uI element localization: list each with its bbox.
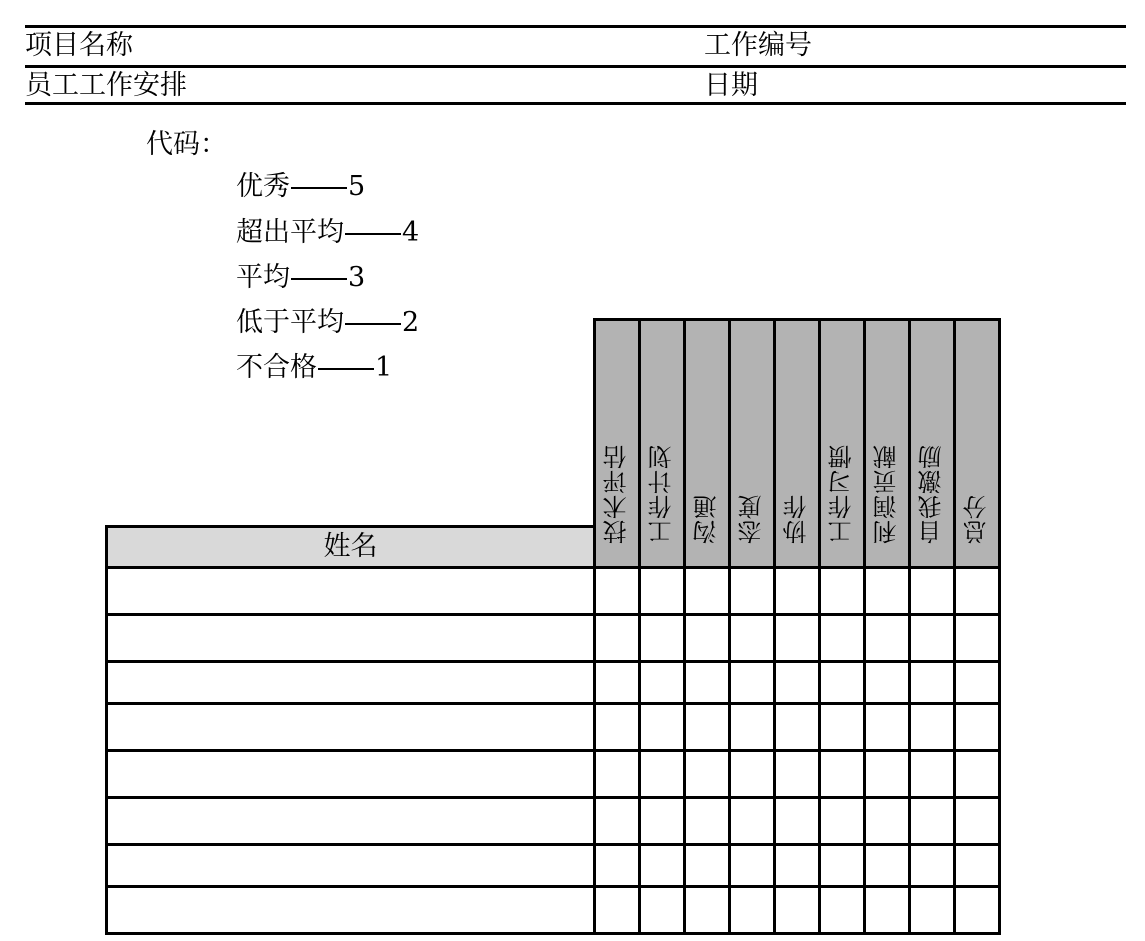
criteria-header-row: [107, 320, 1000, 527]
score-cell[interactable]: [595, 615, 640, 662]
header-middle-rule: [25, 65, 1126, 68]
code-value: 4: [402, 217, 420, 248]
table-row: [107, 704, 1000, 751]
score-cell[interactable]: [775, 798, 820, 845]
score-cell[interactable]: [595, 662, 640, 704]
score-cell[interactable]: [910, 615, 955, 662]
total-cell[interactable]: [955, 887, 1000, 934]
name-cell[interactable]: [107, 798, 595, 845]
score-cell[interactable]: [640, 568, 685, 615]
criteria-header: [820, 320, 865, 568]
criteria-header: [685, 320, 730, 568]
score-cell[interactable]: [595, 887, 640, 934]
blank-corner: [107, 320, 595, 527]
score-cell[interactable]: [730, 798, 775, 845]
code-label: 优秀: [236, 171, 290, 202]
score-cell[interactable]: [685, 615, 730, 662]
name-cell[interactable]: [107, 887, 595, 934]
score-cell[interactable]: [910, 751, 955, 798]
criteria-label: 利润贡献: [873, 444, 901, 544]
code-item-excellent: [236, 170, 365, 204]
score-cell[interactable]: [775, 615, 820, 662]
total-cell[interactable]: [955, 798, 1000, 845]
score-cell[interactable]: [775, 704, 820, 751]
code-item-average: [236, 261, 365, 295]
table-row: [107, 798, 1000, 845]
code-value: 3: [348, 262, 366, 293]
score-cell[interactable]: [730, 568, 775, 615]
score-cell[interactable]: [685, 662, 730, 704]
job-number-label: 工作编号: [704, 30, 812, 61]
code-label: 超出平均: [236, 217, 344, 248]
score-cell[interactable]: [865, 845, 910, 887]
name-column-header: 姓名: [107, 527, 595, 568]
score-cell[interactable]: [775, 845, 820, 887]
total-cell[interactable]: [955, 568, 1000, 615]
score-cell[interactable]: [730, 615, 775, 662]
criteria-label: 态度: [738, 494, 766, 544]
score-cell[interactable]: [730, 704, 775, 751]
score-cell[interactable]: [820, 887, 865, 934]
score-cell[interactable]: [820, 615, 865, 662]
table-row: [107, 845, 1000, 887]
code-dash: [291, 187, 347, 189]
evaluation-table: [105, 318, 1001, 935]
code-dash: [345, 233, 401, 235]
score-cell[interactable]: [775, 568, 820, 615]
project-name-label: 项目名称: [25, 30, 133, 61]
score-cell[interactable]: [730, 751, 775, 798]
criteria-label: 自我激励: [918, 444, 946, 544]
score-cell[interactable]: [595, 704, 640, 751]
criteria-header: [865, 320, 910, 568]
score-cell[interactable]: [865, 662, 910, 704]
score-cell[interactable]: [640, 798, 685, 845]
name-cell[interactable]: [107, 568, 595, 615]
score-cell[interactable]: [595, 845, 640, 887]
criteria-label: 工作计划: [648, 444, 676, 544]
score-cell[interactable]: [685, 568, 730, 615]
code-label: 平均: [236, 262, 290, 293]
score-cell[interactable]: [640, 845, 685, 887]
score-cell[interactable]: [640, 615, 685, 662]
score-cell[interactable]: [910, 568, 955, 615]
criteria-header: [955, 320, 1000, 568]
score-cell[interactable]: [865, 568, 910, 615]
score-cell[interactable]: [640, 887, 685, 934]
code-dash: [291, 278, 347, 280]
score-cell[interactable]: [640, 751, 685, 798]
criteria-label: 总分: [963, 494, 991, 544]
score-cell[interactable]: [820, 568, 865, 615]
name-cell[interactable]: [107, 615, 595, 662]
name-cell[interactable]: [107, 704, 595, 751]
score-cell[interactable]: [865, 751, 910, 798]
score-cell[interactable]: [820, 662, 865, 704]
score-cell[interactable]: [820, 798, 865, 845]
criteria-label: 工作习惯: [828, 444, 856, 544]
score-cell[interactable]: [775, 887, 820, 934]
code-value: 1: [375, 352, 393, 383]
score-cell[interactable]: [775, 751, 820, 798]
score-cell[interactable]: [865, 704, 910, 751]
name-cell[interactable]: [107, 662, 595, 704]
score-cell[interactable]: [910, 704, 955, 751]
name-cell[interactable]: [107, 845, 595, 887]
criteria-header: [595, 320, 640, 568]
score-cell[interactable]: [640, 704, 685, 751]
criteria-header: [730, 320, 775, 568]
name-cell[interactable]: [107, 751, 595, 798]
score-cell[interactable]: [910, 845, 955, 887]
table-row: [107, 568, 1000, 615]
code-item-above-average: [236, 216, 419, 250]
table-row: [107, 887, 1000, 934]
score-cell[interactable]: [595, 751, 640, 798]
code-value: 5: [348, 171, 366, 202]
table-row: [107, 662, 1000, 704]
score-cell[interactable]: [685, 845, 730, 887]
criteria-label: 沟通: [693, 494, 721, 544]
total-cell[interactable]: [955, 662, 1000, 704]
header-top-rule: [25, 25, 1126, 28]
score-cell[interactable]: [730, 662, 775, 704]
score-cell[interactable]: [730, 887, 775, 934]
score-cell[interactable]: [640, 662, 685, 704]
schedule-label: 员工工作安排: [25, 70, 187, 101]
code-value: 2: [402, 307, 420, 338]
score-cell[interactable]: [685, 704, 730, 751]
total-cell[interactable]: [955, 615, 1000, 662]
total-cell[interactable]: [955, 845, 1000, 887]
score-cell[interactable]: [865, 798, 910, 845]
criteria-header: [910, 320, 955, 568]
score-cell[interactable]: [910, 798, 955, 845]
criteria-label: 技术评估: [603, 444, 631, 544]
criteria-header: [775, 320, 820, 568]
score-cell[interactable]: [865, 615, 910, 662]
score-cell[interactable]: [685, 751, 730, 798]
code-label: 不合格: [236, 352, 317, 383]
codes-title: 代码：: [146, 129, 227, 160]
total-cell[interactable]: [955, 704, 1000, 751]
score-cell[interactable]: [820, 751, 865, 798]
score-cell[interactable]: [730, 845, 775, 887]
code-label: 低于平均: [236, 307, 344, 338]
total-cell[interactable]: [955, 751, 1000, 798]
table-row: [107, 751, 1000, 798]
score-cell[interactable]: [820, 845, 865, 887]
score-cell[interactable]: [595, 798, 640, 845]
score-cell[interactable]: [685, 887, 730, 934]
score-cell[interactable]: [685, 798, 730, 845]
score-cell[interactable]: [865, 887, 910, 934]
criteria-header: [640, 320, 685, 568]
date-label: 日期: [704, 70, 758, 101]
score-cell[interactable]: [910, 662, 955, 704]
score-cell[interactable]: [595, 568, 640, 615]
score-cell[interactable]: [910, 887, 955, 934]
score-cell[interactable]: [820, 704, 865, 751]
score-cell[interactable]: [775, 662, 820, 704]
criteria-label: 协作: [783, 494, 811, 544]
table-row: [107, 615, 1000, 662]
header-bottom-rule: [25, 102, 1126, 105]
